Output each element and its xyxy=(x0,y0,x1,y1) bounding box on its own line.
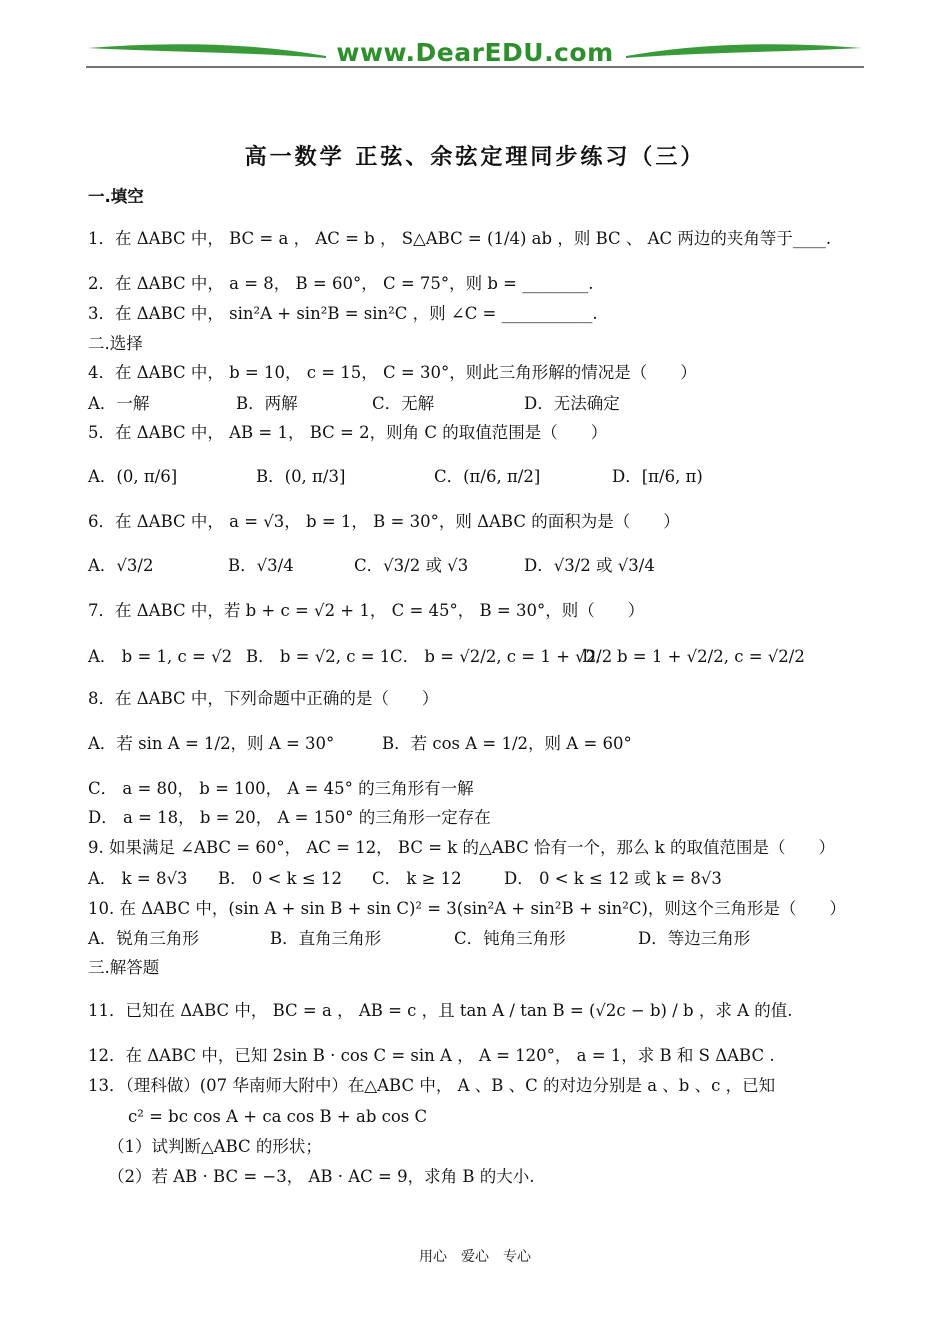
site-header xyxy=(86,30,864,74)
q6-option-b: B．√3/4 xyxy=(228,556,294,575)
site-url: www.DearEDU.com xyxy=(336,38,614,67)
section-fill-heading: 一.填空 xyxy=(88,187,144,206)
q10-option-b: B．直角三角形 xyxy=(270,929,382,948)
question-6: 6．在 ΔABC 中， a = √3， b = 1， B = 30°，则 ΔABC 的面积为是（ ） xyxy=(88,512,680,531)
q8-option-b: B．若 cos A = 1/2，则 A = 60° xyxy=(382,734,632,753)
question-11: 11．已知在 ΔABC 中， BC = a ， AB = c ，且 tan A / tan B = (√2c − b) / b ，求 A 的值. xyxy=(88,1001,793,1020)
question-3: 3．在 ΔABC 中， sin²A + sin²B = sin²C ，则 ∠C = ___________. xyxy=(88,304,598,323)
question-1: 1．在 ΔABC 中， BC = a ， AC = b ， S△ABC = (1/4) ab ，则 BC 、 AC 两边的夹角等于____. xyxy=(88,229,832,248)
q8-option-c: C． a = 80， b = 100， A = 45° 的三角形有一解 xyxy=(88,779,474,798)
q5-option-d: D．[π/6, π) xyxy=(612,467,703,486)
q6-option-d: D．√3/2 或 √3/4 xyxy=(524,556,655,575)
question-10: 10. 在 ΔABC 中，(sin A + sin B + sin C)² = 3(sin²A + sin²B + sin²C)，则这个三角形是（ ） xyxy=(88,899,846,918)
q7-option-b: B． b = √2, c = 1 xyxy=(246,647,391,666)
page-title: 高一数学 正弦、余弦定理同步练习（三） xyxy=(244,145,706,170)
q7-option-d: D． b = 1 + √2/2, c = √2/2 xyxy=(582,647,805,666)
question-12: 12．在 ΔABC 中，已知 2sin B · cos C = sin A ， A = 120°， a = 1，求 B 和 S ΔABC . xyxy=(88,1046,775,1065)
question-2: 2．在 ΔABC 中， a = 8， B = 60°， C = 75°，则 b = ________. xyxy=(88,274,594,293)
q9-option-a: A． k = 8√3 xyxy=(88,869,188,888)
question-4: 4．在 ΔABC 中， b = 10， c = 15， C = 30°，则此三角形解的情况是（ ） xyxy=(88,363,697,382)
q10-option-a: A．锐角三角形 xyxy=(88,929,199,948)
question-13-equation: c² = bc cos A + ca cos B + ab cos C xyxy=(128,1107,428,1126)
question-9: 9. 如果满足 ∠ABC = 60°， AC = 12， BC = k 的△ABC 恰有一个，那么 k 的取值范围是（ ） xyxy=(88,838,835,857)
q4-option-b: B．两解 xyxy=(236,394,298,413)
q7-option-c: C． b = √2/2, c = 1 + √2/2 xyxy=(390,647,613,666)
question-13-part-1: （1）试判断△ABC 的形状； xyxy=(108,1137,322,1156)
section-answer-heading: 三.解答题 xyxy=(88,958,160,977)
q5-option-a: A．(0, π/6] xyxy=(88,467,178,486)
q4-option-a: A．一解 xyxy=(88,394,150,413)
section-choice-heading: 二.选择 xyxy=(88,334,143,353)
q9-option-d: D． 0 < k ≤ 12 或 k = 8√3 xyxy=(504,869,722,888)
q4-option-c: C．无解 xyxy=(372,394,435,413)
q7-option-a: A． b = 1, c = √2 xyxy=(88,647,233,666)
q5-option-b: B．(0, π/3] xyxy=(256,467,346,486)
q8-option-a: A．若 sin A = 1/2，则 A = 30° xyxy=(88,734,335,753)
q5-option-c: C．(π/6, π/2] xyxy=(434,467,541,486)
question-13-part-2: （2）若 AB · BC = −3， AB · AC = 9，求角 B 的大小. xyxy=(108,1167,535,1186)
q10-option-d: D．等边三角形 xyxy=(638,929,751,948)
q6-option-a: A．√3/2 xyxy=(88,556,154,575)
q6-option-c: C．√3/2 或 √3 xyxy=(354,556,469,575)
q9-option-b: B． 0 < k ≤ 12 xyxy=(218,869,342,888)
q10-option-c: C．钝角三角形 xyxy=(454,929,566,948)
question-8: 8．在 ΔABC 中，下列命题中正确的是（ ） xyxy=(88,689,439,708)
question-7: 7．在 ΔABC 中，若 b + c = √2 + 1， C = 45°， B = 30°，则（ ） xyxy=(88,601,645,620)
page-footer: 用心 爱心 专心 xyxy=(419,1249,531,1265)
q8-option-d: D． a = 18， b = 20， A = 150° 的三角形一定存在 xyxy=(88,808,491,827)
question-5: 5．在 ΔABC 中， AB = 1， BC = 2，则角 C 的取值范围是（ ） xyxy=(88,423,608,442)
question-13: 13．（理科做）(07 华南师大附中）在△ABC 中， A 、B 、C 的对边分别是 a 、b 、c ，已知 xyxy=(88,1076,776,1095)
q4-option-d: D．无法确定 xyxy=(524,394,620,413)
q9-option-c: C． k ≥ 12 xyxy=(372,869,462,888)
